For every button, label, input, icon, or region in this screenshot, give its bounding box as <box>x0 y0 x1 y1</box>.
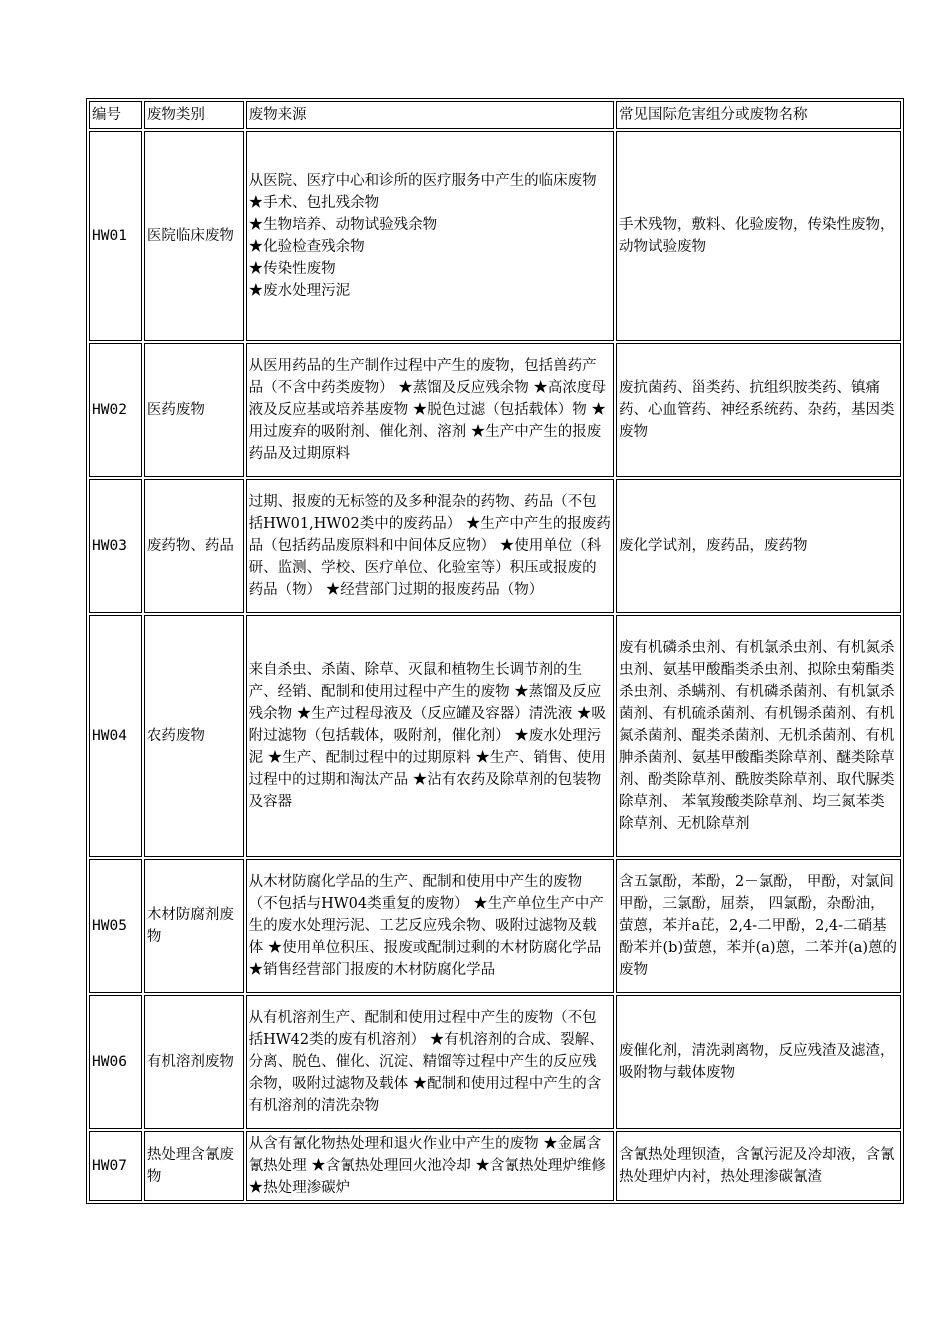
waste-names-cell: 废催化剂，清洗剥离物，反应残渣及滤渣，吸附物与载体废物 <box>616 995 901 1129</box>
table-row <box>89 343 901 477</box>
source-line: 来自杀虫、杀菌、除草、灭鼠和植物生长调节剂的生产、经销、配制和使用过程中产生的废物 ★蒸馏及反应残余物 ★生产过程母液及（反应罐及容器）清洗液 ★吸附过滤物（包括载体，吸附剂，催化剂） ★废水处理污泥 ★生产、配制过程中的过期原料 ★生产、销售、使用过程中的过期和淘汰产品 ★沾有农药及除草剂的包装物及容器 <box>248 662 606 810</box>
waste-code-cell: HW02 <box>89 343 142 477</box>
source-line: ★生物培养、动物试验残余物 <box>248 217 438 233</box>
source-line: 从有机溶剂生产、配制和使用过程中产生的废物（不包括HW42类的废有机溶剂） ★有机溶剂的合成、裂解、分离、脱色、催化、沉淀、精馏等过程中产生的反应残余物，吸附过滤物及载体 ★配制和使用过程中产生的含有机溶剂的清洗杂物 <box>248 1010 604 1114</box>
waste-names-cell: 含五氯酚，苯酚，2－氯酚， 甲酚，对氯间甲酚，三氯酚，屈萘， 四氯酚，杂酚油，萤蒽，苯并a芘，2,4-二甲酚，2,4-二硝基酚苯并(b)萤蒽，苯并(a)蒽，二苯并(a)蒽的废物 <box>616 859 901 993</box>
waste-source-cell <box>246 1131 614 1201</box>
waste-code-cell: HW07 <box>89 1131 142 1201</box>
table-row <box>89 1131 901 1201</box>
waste-names-cell: 含氰热处理钡渣，含氰污泥及冷却液，含氰热处理炉内衬，热处理渗碳氰渣 <box>616 1131 901 1201</box>
waste-category-cell: 木材防腐剂废物 <box>144 859 244 993</box>
table-row <box>89 859 901 993</box>
waste-source-cell <box>246 479 614 613</box>
waste-category-cell: 医药废物 <box>144 343 244 477</box>
source-line: 从木材防腐化学品的生产、配制和使用中产生的废物（不包括与HW04类重复的废物） ★生产单位生产中产生的废水处理污泥、工艺反应残余物、吸附过滤物及载体 ★使用单位积压、报废或配制过剩的木材防腐化学品 ★销售经营部门报废的木材防腐化学品 <box>248 874 604 978</box>
header-source: 废物来源 <box>246 101 614 129</box>
waste-category-cell: 农药废物 <box>144 615 244 857</box>
waste-code-cell: HW01 <box>89 131 142 341</box>
table-row <box>89 995 901 1129</box>
waste-names-cell: 废有机磷杀虫剂、有机氯杀虫剂、有机氮杀虫剂、氨基甲酸酯类杀虫剂、拟除虫菊酯类杀虫剂、杀螨剂、有机磷杀菌剂、有机氯杀菌剂、有机硫杀菌剂、有机锡杀菌剂、有机氮杀菌剂、醌类杀菌剂、无机杀菌剂、有机胂杀菌剂、氨基甲酸酯类除草剂、醚类除草剂、酚类除草剂、酰胺类除草剂、取代脲类除草剂、 苯氧羧酸类除草剂、均三氮苯类除草剂、无机除草剂 <box>616 615 901 857</box>
waste-catalog-sheet <box>86 98 904 1204</box>
source-line: 从含有氰化物热处理和退火作业中产生的废物 ★金属含氰热处理 ★含氰热处理回火池冷却 ★含氰热处理炉维修 ★热处理渗碳炉 <box>248 1136 606 1196</box>
table-header-row <box>89 101 901 129</box>
waste-source-cell <box>246 131 614 341</box>
waste-names-cell: 废抗菌药、甾类药、抗组织胺类药、镇痛药、心血管药、神经系统药、杂药，基因类废物 <box>616 343 901 477</box>
source-line: 从医用药品的生产制作过程中产生的废物，包括兽药产品（不含中药类废物） ★蒸馏及反应残余物 ★高浓度母液及反应基或培养基废物 ★脱色过滤（包括载体）物 ★用过废弃的吸附剂、催化剂、溶剂 ★生产中产生的报废药品及过期原料 <box>248 358 606 462</box>
waste-category-cell: 热处理含氰废物 <box>144 1131 244 1201</box>
hazardous-waste-table <box>86 98 904 1204</box>
waste-code-cell: HW04 <box>89 615 142 857</box>
waste-code-cell: HW03 <box>89 479 142 613</box>
waste-source-cell <box>246 995 614 1129</box>
source-line: ★化验检查残余物 <box>248 239 365 255</box>
waste-names-cell: 手术残物，敷料、化验废物，传染性废物，动物试验废物 <box>616 131 901 341</box>
source-line: 过期、报废的无标签的及多种混杂的药物、药品（不包括HW01,HW02类中的废药品） ★生产中产生的报废药品（包括药品废原料和中间体反应物） ★使用单位（科研、监测、学校、医疗单位、化验室等）积压或报废的药品（物） ★经营部门过期的报废药品（物） <box>248 494 611 598</box>
waste-category-cell: 有机溶剂废物 <box>144 995 244 1129</box>
waste-source-cell <box>246 615 614 857</box>
source-line: ★废水处理污泥 <box>248 283 351 299</box>
source-line: ★传染性废物 <box>248 261 336 277</box>
waste-code-cell: HW06 <box>89 995 142 1129</box>
header-code: 编号 <box>89 101 142 129</box>
header-names: 常见国际危害组分或废物名称 <box>616 101 901 129</box>
table-row <box>89 131 901 341</box>
waste-names-cell: 废化学试剂，废药品，废药物 <box>616 479 901 613</box>
source-line: ★手术、包扎残余物 <box>248 195 380 211</box>
waste-category-cell: 医院临床废物 <box>144 131 244 341</box>
waste-code-cell: HW05 <box>89 859 142 993</box>
waste-source-cell <box>246 859 614 993</box>
header-category: 废物类别 <box>144 101 244 129</box>
waste-source-cell <box>246 343 614 477</box>
source-line: 从医院、医疗中心和诊所的医疗服务中产生的临床废物 <box>248 173 597 189</box>
waste-category-cell: 废药物、药品 <box>144 479 244 613</box>
table-row <box>89 479 901 613</box>
table-row <box>89 615 901 857</box>
